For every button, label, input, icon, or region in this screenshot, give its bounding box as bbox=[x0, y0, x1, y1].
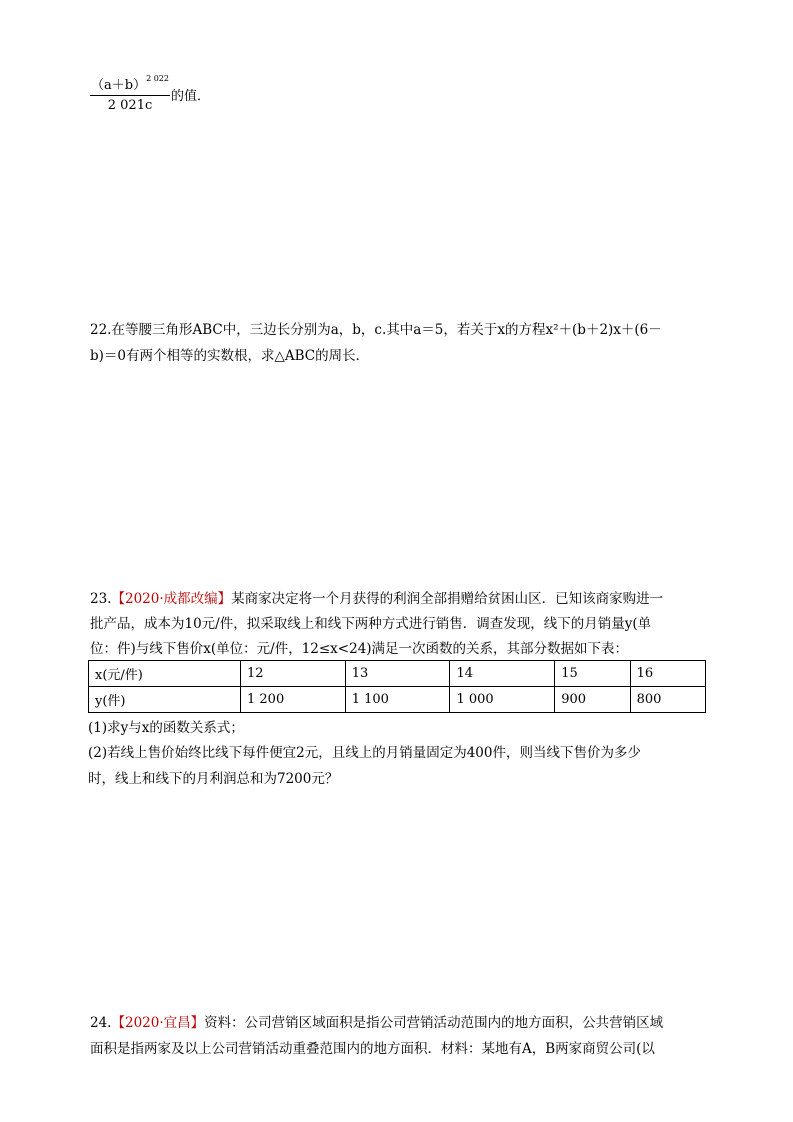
q22-line-2: b)＝0有两个相等的实数根，求△ABC的周长． bbox=[90, 348, 370, 364]
q23-data-table bbox=[88, 660, 706, 713]
q24-line-1 bbox=[90, 1011, 663, 1031]
q23-line-3: 位：件)与线下售价x(单位：元/件，12≤x<24)满足一次函数的关系，其部分数据如下表： bbox=[90, 641, 629, 657]
q22-line-1: 22.在等腰三角形ABC中，三边长分别为a，b，c.其中a＝5，若关于x的方程x²＋(b＋2)x＋(6－ bbox=[90, 322, 662, 338]
numerator-text: （a＋b） bbox=[91, 78, 147, 93]
table-header-x: x(元/件) bbox=[89, 661, 241, 687]
q23-sub-1: (1)求y与x的函数关系式； bbox=[88, 720, 244, 736]
q23-sub-2-line-1: (2)若线上售价始终比线下每件便宜2元，且线上的月销量固定为400件，则当线下售价为多少 bbox=[88, 745, 641, 761]
q23-number: 23. bbox=[90, 591, 112, 607]
q23-sub-2-line-2: 时，线上和线下的月利润总和为7200元？ bbox=[88, 771, 339, 787]
table-cell: 15 bbox=[555, 661, 630, 687]
table-cell: 1 100 bbox=[345, 687, 450, 713]
fraction-tail-text: 的值． bbox=[171, 89, 211, 104]
table-row bbox=[89, 661, 706, 687]
fraction-denominator: 2 021c bbox=[107, 98, 153, 113]
q24-line-1-text: 资料：公司营销区域面积是指公司营销活动范围内的地方面积，公共营销区域 bbox=[204, 1015, 664, 1031]
table-cell: 16 bbox=[630, 661, 705, 687]
table-cell: 900 bbox=[555, 687, 630, 713]
table-header-y: y(件) bbox=[89, 687, 241, 713]
q24-number: 24. bbox=[90, 1015, 112, 1031]
q24-source-tag: 【2020·宜昌】 bbox=[111, 1015, 205, 1031]
numerator-exponent: 2 022 bbox=[146, 73, 169, 83]
table-cell: 1 200 bbox=[241, 687, 346, 713]
q24-line-2: 面积是指两家及以上公司营销活动重叠范围内的地方面积．材料：某地有A，B两家商贸公司(以 bbox=[90, 1041, 655, 1057]
table-cell: 14 bbox=[450, 661, 555, 687]
table-cell: 1 000 bbox=[450, 687, 555, 713]
q23-line-2: 批产品，成本为10元/件，拟采取线上和线下两种方式进行销售．调查发现，线下的月销量y(单 bbox=[90, 616, 652, 632]
table-cell: 13 bbox=[345, 661, 450, 687]
fraction-numerator bbox=[90, 74, 170, 93]
fraction-bar bbox=[90, 95, 170, 96]
q23-line-1 bbox=[90, 587, 663, 607]
table-cell: 800 bbox=[630, 687, 705, 713]
table-row bbox=[89, 687, 706, 713]
q23-source-tag: 【2020·成都改编】 bbox=[111, 591, 232, 607]
q23-line-1-text: 某商家决定将一个月获得的利润全部捐赠给贫困山区．已知该商家购进一 bbox=[231, 591, 664, 607]
table-cell: 12 bbox=[241, 661, 346, 687]
